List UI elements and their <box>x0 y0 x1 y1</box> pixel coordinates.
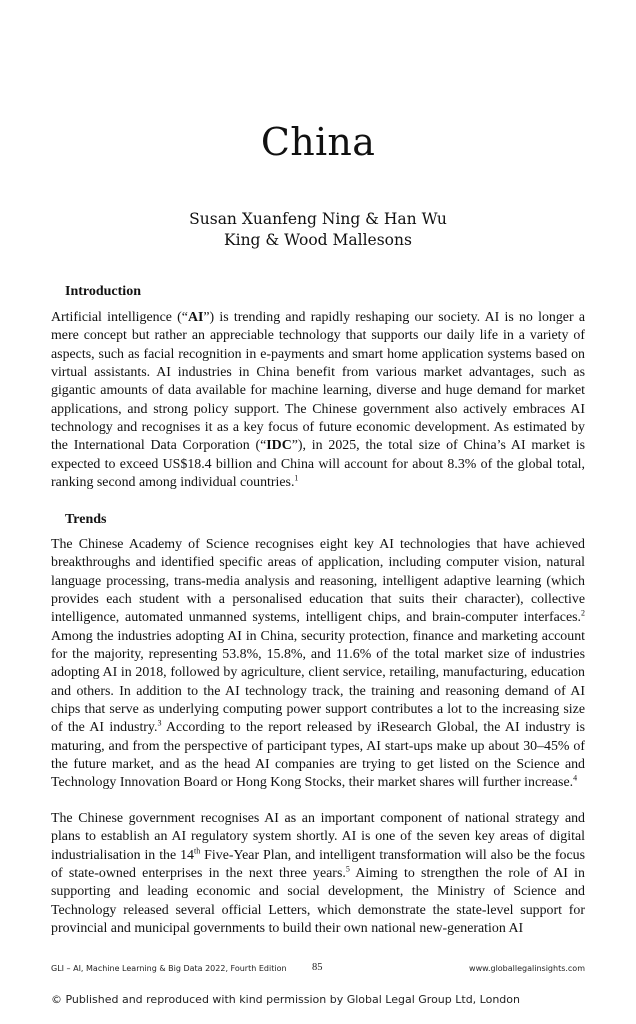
page-title: China <box>260 120 376 164</box>
footer-website[interactable]: www.globallegalinsights.com <box>469 964 585 973</box>
heading-trends: Trends <box>65 512 107 527</box>
law-firm: King & Wood Mallesons <box>224 231 412 249</box>
defined-term-idc: IDC <box>266 438 292 454</box>
author-block <box>0 209 636 251</box>
author-names: Susan Xuanfeng Ning & Han Wu <box>189 210 447 228</box>
ordinal-suffix: th <box>194 846 201 856</box>
text-run: According to the report released by iResearch Global, the AI industry is maturing, and from the perspective of participant types, AI start-ups make up about 30–45% of the future market, and as the head AI companies are trying to get listed on the Science and Technology Innovation Board or Hong Kong Stocks, their market shares will further increase. <box>51 720 585 791</box>
paragraph-trends-1 <box>51 536 585 793</box>
footnote-ref-4[interactable]: 4 <box>573 773 578 783</box>
footnote-ref-2[interactable]: 2 <box>581 608 585 618</box>
paragraph-introduction <box>51 309 585 492</box>
text-run: ”) is trending and rapidly reshaping our society. AI is no longer a mere concept but rather an appreciable technology that supports our daily life in a variety of aspects, such as facial recognition in e-payments and smart home application systems based on virtual assistants. AI industries in China benefit from various market advantages, such as gigantic amounts of data available for machine learning, diverse and huge demand for market applications, and strong policy support. The Chinese government also actively embraces AI technology and recognises it as a key focus of future economic development. As estimated by the International Data Corporation (“ <box>51 310 585 454</box>
defined-term-ai: AI <box>187 310 204 325</box>
text-run: The Chinese Academy of Science recognises eight key AI technologies that have achieved breakthroughs and identified specific areas of application, including computer vision, natural language processing, trans-media analysis and reasoning, intelligent adaptive learning (which provides each student with a personalised education that suits their character), collective intelligence, automated unmanned systems, intelligent chips, and brain-computer interfaces. <box>51 537 585 626</box>
footer-publication: GLI – AI, Machine Learning & Big Data 2022, Fourth Edition <box>51 964 287 973</box>
copyright-credit: © Published and reproduced with kind permission by Global Legal Group Ltd, London <box>51 993 520 1006</box>
text-run: Artificial intelligence (“ <box>51 310 188 325</box>
text-run: The Chinese government recognises AI as an important component of national strategy and plans to establish an AI regulatory system shortly. AI is one of the seven key areas of digital industrialisation in the 14 <box>51 811 585 863</box>
paragraph-trends-2 <box>51 810 585 938</box>
text-run: Aiming to strengthen the role of AI in supporting and leading economic and social development, the Ministry of Science and Technology released several official Letters, which demonstrate the state-level support for provincial and municipal governments to build their own national new-generation AI <box>51 866 585 937</box>
footnote-ref-1[interactable]: 1 <box>294 473 299 483</box>
heading-introduction: Introduction <box>65 284 141 299</box>
text-run: ”), in 2025, the total size of China’s AI market is expected to exceed US$18.4 billion and China will account for about 8.3% of the global total, ranking second among individual countries. <box>51 438 585 491</box>
text-run: Five-Year Plan, and intelligent transformation will also be the focus of state-owned enterprises in the next three years. <box>51 847 586 882</box>
text-run: Among the industries adopting AI in China, security protection, finance and marketing account for the majority, representing 53.8%, 15.8%, and 11.6% of the total market size of industries adopting AI in 2018, followed by agriculture, client service, retailing, manufacturing, education and others. In addition to the AI technology track, the training and reasoning demand of AI chips that serve as underlying computing power support contributes a lot to the increasing size of the AI industry. <box>51 628 585 736</box>
footer-page-number: 85 <box>312 962 323 973</box>
footnote-ref-3[interactable]: 3 <box>157 718 162 728</box>
footnote-ref-5[interactable]: 5 <box>345 864 350 874</box>
